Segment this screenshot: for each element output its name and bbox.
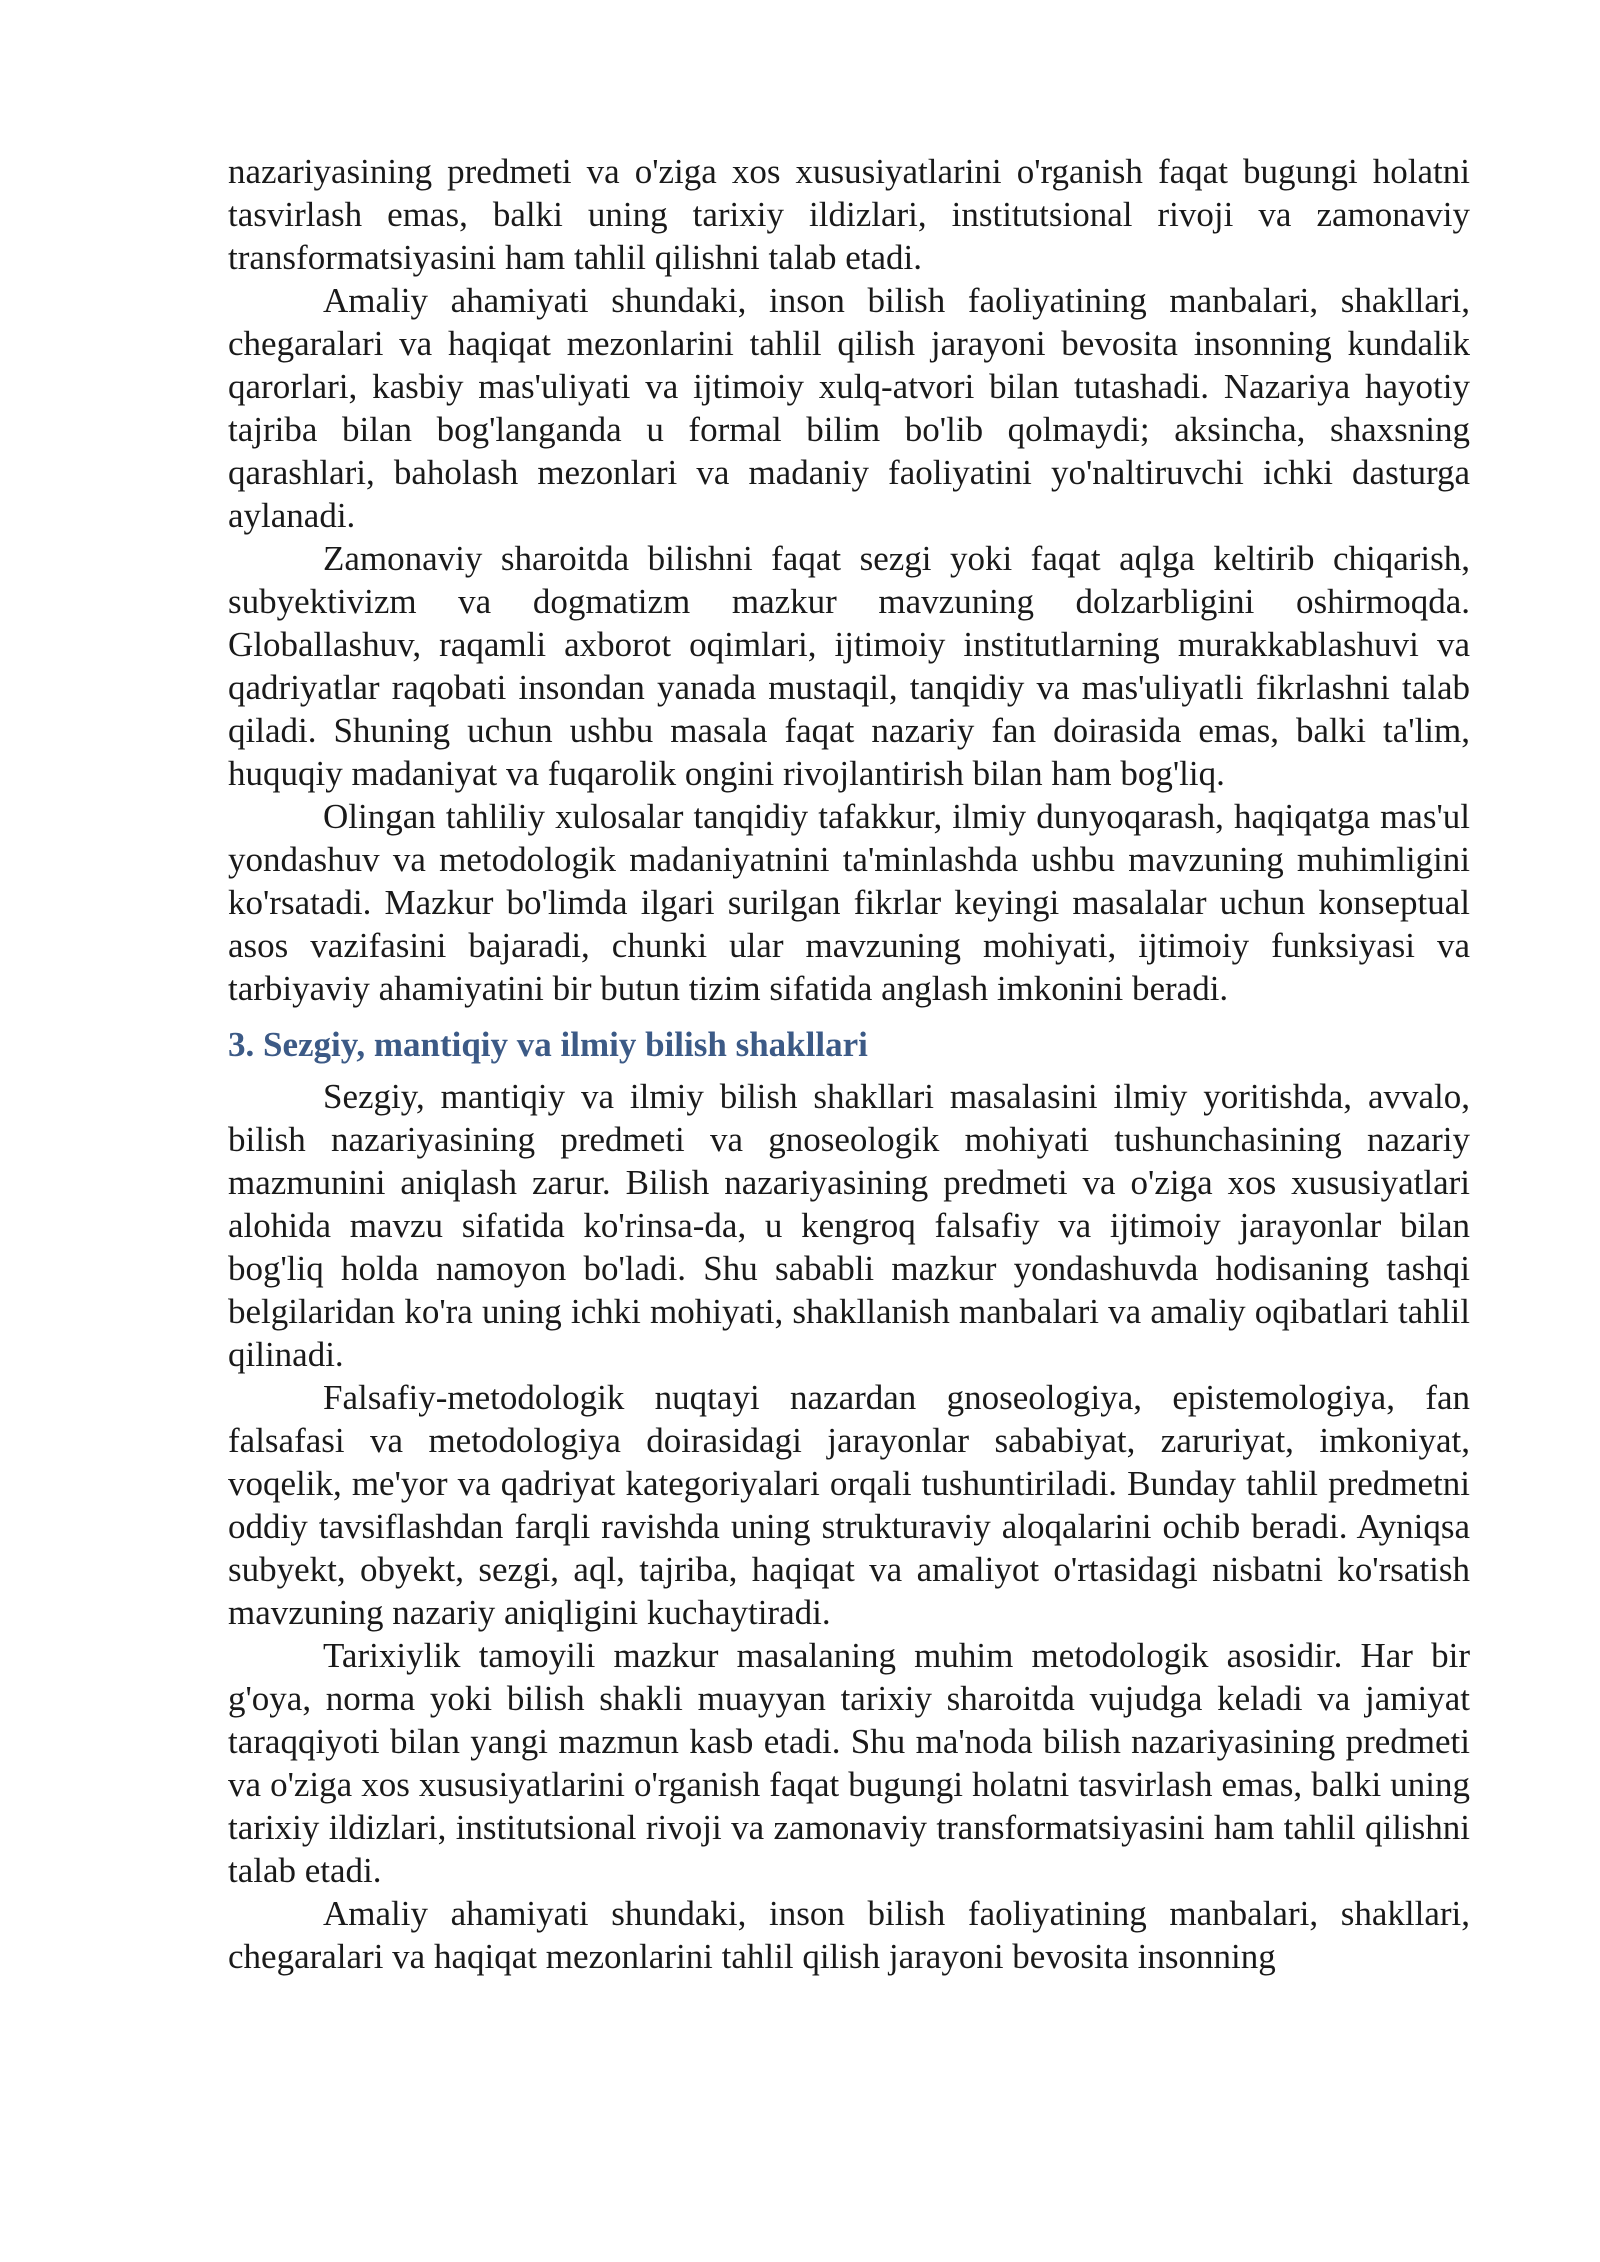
paragraph: Olingan tahliliy xulosalar tanqidiy tafakkur, ilmiy dunyoqarash, haqiqatga mas'ul yondashuv va metodologik madaniyatnini ta'minlashda ushbu mavzuning muhimligini ko'rsatadi. Mazkur bo'limda ilgari surilgan fikrlar keyingi masalalar uchun konseptual asos vazifasini bajaradi, chunki ular mavzuning mohiyati, ijtimoiy funksiyasi va tarbiyaviy ahamiyatini bir butun tizim sifatida anglash imkonini beradi. <box>228 797 1470 1008</box>
paragraph: nazariyasining predmeti va o'ziga xos xususiyatlarini o'rganish faqat bugungi holatni tasvirlash emas, balki uning tarixiy ildizlari, institutsional rivoji va zamonaviy transformatsiyasini ham tahlil qilishni talab etadi. <box>228 152 1470 277</box>
document-page <box>228 150 1470 1978</box>
section-heading: 3. Sezgiy, mantiqiy va ilmiy bilish shakllari <box>228 1025 868 1064</box>
paragraph: Zamonaviy sharoitda bilishni faqat sezgi yoki faqat aqlga keltirib chiqarish, subyektivizm va dogmatizm mazkur mavzuning dolzarbligini oshirmoqda. Globallashuv, raqamli axborot oqimlari, ijtimoiy institutlarning murakkablashuvi va qadriyatlar raqobati insondan yanada mustaqil, tanqidiy va mas'uliyatli fikrlashni talab qiladi. Shuning uchun ushbu masala faqat nazariy fan doirasida emas, balki ta'lim, huquqiy madaniyat va fuqarolik ongini rivojlantirish bilan ham bog'liq. <box>228 539 1470 793</box>
paragraph: Tarixiylik tamoyili mazkur masalaning muhim metodologik asosidir. Har bir g'oya, norma yoki bilish shakli muayyan tarixiy sharoitda vujudga keladi va jamiyat taraqqiyoti bilan yangi mazmun kasb etadi. Shu ma'noda bilish nazariyasining predmeti va o'ziga xos xususiyatlarini o'rganish faqat bugungi holatni tasvirlash emas, balki uning tarixiy ildizlari, institutsional rivoji va zamonaviy transformatsiyasini ham tahlil qilishni talab etadi. <box>228 1636 1470 1890</box>
paragraph: Amaliy ahamiyati shundaki, inson bilish faoliyatining manbalari, shakllari, chegaralari va haqiqat mezonlarini tahlil qilish jarayoni bevosita insonning kundalik qarorlari, kasbiy mas'uliyati va ijtimoiy xulq-atvori bilan tutashadi. Nazariya hayotiy tajriba bilan bog'langanda u formal bilim bo'lib qolmaydi; aksincha, shaxsning qarashlari, baholash mezonlari va madaniy faoliyatini yo'naltiruvchi ichki dasturga aylanadi. <box>228 281 1470 535</box>
paragraph-continued: Amaliy ahamiyati shundaki, inson bilish faoliyatining manbalari, shakllari, chegaralari va haqiqat mezonlarini tahlil qilish jarayoni bevosita insonning <box>228 1894 1470 1976</box>
paragraph: Falsafiy-metodologik nuqtayi nazardan gnoseologiya, epistemologiya, fan falsafasi va metodologiya doirasidagi jarayonlar sababiyat, zaruriyat, imkoniyat, voqelik, me'yor va qadriyat kategoriyalari orqali tushuntiriladi. Bunday tahlil predmetni oddiy tavsiflashdan farqli ravishda uning strukturaviy aloqalarini ochib beradi. Ayniqsa subyekt, obyekt, sezgi, aql, tajriba, haqiqat va amaliyot o'rtasidagi nisbatni ko'rsatish mavzuning nazariy aniqligini kuchaytiradi. <box>228 1378 1470 1632</box>
paragraph: Sezgiy, mantiqiy va ilmiy bilish shakllari masalasini ilmiy yoritishda, avvalo, bilish nazariyasining predmeti va gnoseologik mohiyati tushunchasining nazariy mazmunini aniqlash zarur. Bilish nazariyasining predmeti va o'ziga xos xususiyatlari alohida mavzu sifatida ko'rinsa-da, u kengroq falsafiy va ijtimoiy jarayonlar bilan bog'liq holda namoyon bo'ladi. Shu sababli mazkur yondashuvda hodisaning tashqi belgilaridan ko'ra uning ichki mohiyati, shakllanish manbalari va amaliy oqibatlari tahlil qilinadi. <box>228 1077 1470 1374</box>
